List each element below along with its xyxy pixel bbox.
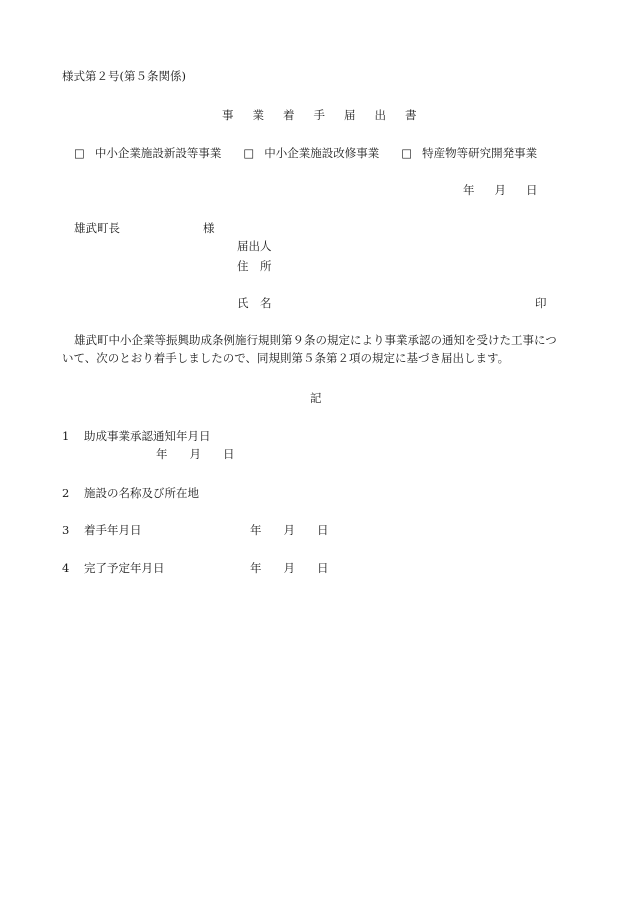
checkbox-icon[interactable]: □ [243,146,255,160]
checkbox-label: 特産物等研究開発事業 [422,146,538,160]
year-label: 年 [156,447,168,461]
item-label: 着手年月日 [84,523,142,537]
item-label: 施設の名称及び所在地 [84,486,199,500]
title-char: 届 [344,108,356,122]
title-char: 書 [405,108,417,122]
month-label: 月 [189,447,201,461]
item-completion-date-value [250,560,329,576]
day-label: 日 [317,561,329,575]
title-char: 出 [374,108,386,122]
ki-heading: 記 [310,391,322,405]
item-label: 完了予定年月日 [84,561,165,575]
checkbox-renovation[interactable] [243,145,401,161]
day-label: 日 [223,447,235,461]
item-number: 2 [62,486,70,500]
item-start-date [62,522,142,538]
seal-label: 印 [535,296,547,310]
month-label: 月 [283,561,295,575]
checkbox-specialty-rd[interactable] [401,145,559,161]
checkbox-label: 中小企業施設新設等事業 [94,146,222,160]
addressee-name: 雄武町長 [74,221,120,235]
addressee-honorific: 様 [203,221,215,235]
checkbox-icon[interactable]: □ [74,146,85,160]
name-label: 氏 名 [237,296,272,310]
checkbox-new-facility[interactable] [74,145,243,161]
title-char: 着 [283,108,295,122]
title-char: 事 [222,108,234,122]
document-title [222,107,436,123]
item-number: 3 [62,523,70,537]
applicant-label: 届出人 [237,239,272,253]
body-text: 雄武町中小企業等振興助成条例施行規則第９条の規定により事業承認の通知を受けた工事について、次のとおり着手しましたので、同規則第５条第２項の規定に基づき届出します。 [62,333,557,365]
item-completion-date [62,560,165,576]
item-number: 4 [62,561,70,575]
title-char: 業 [252,108,264,122]
filing-date [463,182,538,198]
day-label: 日 [526,183,538,197]
item-approval-date-value [156,446,235,462]
year-label: 年 [250,523,262,537]
title-char: 手 [313,108,325,122]
checkbox-label: 中小企業施設改修事業 [264,146,380,160]
form-number: 様式第２号(第５条関係) [62,69,186,83]
project-type-checkboxes [74,145,559,161]
item-approval-date [62,428,211,444]
item-number: 1 [62,429,70,443]
checkbox-icon[interactable]: □ [401,146,413,160]
year-label: 年 [463,183,475,197]
month-label: 月 [494,183,506,197]
day-label: 日 [317,523,329,537]
item-facility-name-location [62,485,199,501]
item-start-date-value [250,522,329,538]
year-label: 年 [250,561,262,575]
month-label: 月 [283,523,295,537]
item-label: 助成事業承認通知年月日 [84,429,211,443]
address-label: 住 所 [237,259,272,273]
